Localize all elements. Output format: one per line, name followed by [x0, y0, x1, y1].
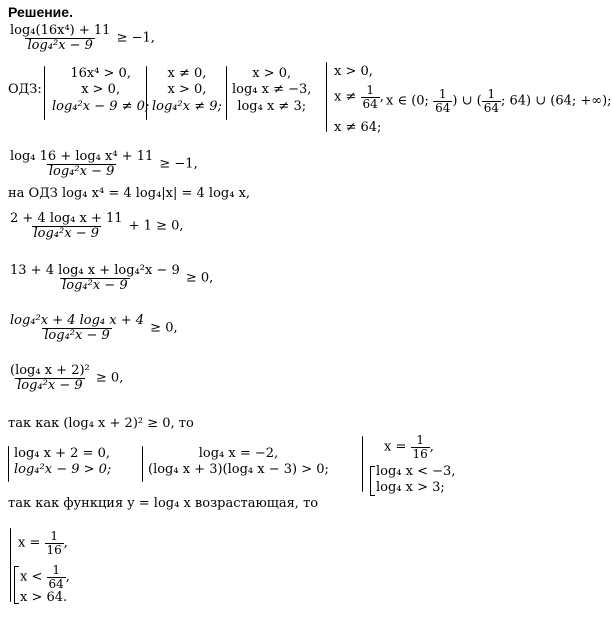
system-line: x < [20, 569, 43, 585]
fraction-numerator: 13 + 4 log₄ x + log₄²x − 9 [10, 263, 180, 278]
fraction-denominator: 64 [435, 100, 451, 115]
fraction-denominator: 16 [412, 446, 428, 461]
relation: ≥ −1, [116, 30, 155, 46]
odz-label: ОДЗ: [8, 82, 42, 97]
system-brace [10, 528, 11, 602]
fraction-denominator: log₄²x − 9 [48, 163, 115, 179]
system-brace [8, 446, 9, 482]
fraction-denominator: 16 [46, 542, 62, 557]
odz-system-4-line3: x ≠ 64; [334, 120, 382, 135]
system-b [148, 446, 329, 479]
final-or1 [20, 564, 70, 590]
system-a [14, 446, 111, 479]
odz-system-3 [232, 66, 311, 115]
union-bracket [14, 566, 19, 604]
fraction-denominator: log₄²x − 9 [62, 277, 128, 293]
system-line: 16x⁴ > 0, [70, 66, 131, 81]
relation: ≥ −1, [159, 156, 198, 172]
inequality-step-2 [8, 212, 184, 240]
fraction-numerator: 2 + 4 log₄ x + 11 [10, 211, 123, 226]
fraction-denominator: log₄²x − 9 [44, 327, 110, 343]
inequality-step-5 [8, 364, 123, 392]
odz-system-1 [52, 66, 149, 115]
solution-heading: Решение. [8, 4, 73, 20]
system-line: , [63, 535, 68, 551]
union-bracket [370, 466, 375, 496]
inequality-expanded [8, 150, 198, 178]
system-line: , [429, 439, 434, 455]
fraction-denominator: 64 [483, 100, 499, 115]
fraction-denominator: log₄²x − 9 [17, 377, 83, 393]
system-brace [226, 66, 227, 120]
system-c-or [376, 464, 455, 497]
system-line: log₄ x ≠ −3, [232, 82, 312, 98]
system-line: log₄²x ≠ 9; [152, 98, 222, 114]
system-line: x ≠ 0, [167, 66, 207, 81]
fraction-numerator: log₄²x + 4 log₄ x + 4 [10, 313, 145, 328]
system-line: x = [384, 439, 407, 455]
odz-note: на ОДЗ log₄ x⁴ = 4 log₄|x| = 4 log₄ x, [8, 186, 251, 201]
fraction-numerator: 1 [487, 87, 496, 101]
system-line: , [379, 89, 384, 105]
system-line: x > 0, [81, 82, 121, 98]
relation: ≥ 0, [95, 370, 124, 386]
system-line: log₄²x − 9 ≠ 0; [52, 98, 150, 114]
fraction-numerator: log₄(16x⁴) + 11 [10, 23, 111, 38]
odz-system-4-line2 [334, 84, 384, 110]
odz-domain-set [386, 88, 612, 114]
system-brace [326, 62, 327, 132]
reasoning-line: так как (log₄ x + 2)² ≥ 0, то [8, 416, 194, 431]
system-brace [142, 446, 143, 482]
system-line: log₄ x + 2 = 0, [14, 446, 110, 461]
system-brace [146, 66, 147, 120]
system-line: log₄ x ≠ 3; [237, 98, 307, 114]
fraction-denominator: log₄²x − 9 [33, 225, 99, 241]
system-line: x > 0, [252, 66, 292, 81]
system-brace [44, 66, 45, 120]
system-line: log₄ x < −3, [376, 464, 456, 479]
system-c-eq [384, 434, 434, 460]
fraction-numerator: 1 [416, 433, 424, 447]
fraction-numerator: log₄ 16 + log₄ x⁴ + 11 [10, 149, 154, 164]
set-text: ; 64) ∪ (64; +∞); [500, 93, 612, 109]
system-line: x > 0, [167, 82, 207, 98]
fraction-numerator: (log₄ x + 2)² [10, 363, 90, 378]
relation: + 1 ≥ 0, [128, 218, 184, 234]
fraction-numerator: 1 [438, 87, 447, 101]
system-brace [362, 436, 363, 492]
system-line: log₄ x > 3; [376, 480, 445, 496]
set-text: ) ∪ ( [452, 93, 482, 109]
fraction-denominator: 64 [362, 96, 378, 111]
set-text: x ∈ (0; [386, 93, 429, 109]
monotonic-note: так как функция y = log₄ x возрастающая, то [8, 496, 319, 511]
fraction-numerator: 1 [50, 529, 58, 543]
final-eq [18, 530, 68, 556]
system-line: , [65, 569, 70, 585]
relation: ≥ 0, [150, 320, 178, 336]
system-line: log₄²x − 9 > 0; [14, 462, 112, 478]
inequality-original [8, 24, 155, 52]
odz-system-2 [152, 66, 222, 115]
system-line: x ≠ [334, 89, 357, 105]
system-line: log₄ x = −2, [198, 446, 279, 461]
system-line: (log₄ x + 3)(log₄ x − 3) > 0; [148, 462, 329, 478]
odz-system-4-line1: x > 0, [334, 64, 373, 79]
system-line: x = [18, 535, 41, 551]
final-or2: x > 64. [20, 590, 68, 605]
fraction-numerator: 1 [52, 563, 60, 577]
relation: ≥ 0, [185, 270, 214, 286]
inequality-step-3 [8, 264, 213, 292]
inequality-step-4 [8, 314, 178, 342]
fraction-denominator: 64 [48, 576, 64, 591]
fraction-numerator: 1 [366, 83, 374, 97]
fraction-denominator: log₄²x − 9 [27, 37, 93, 53]
